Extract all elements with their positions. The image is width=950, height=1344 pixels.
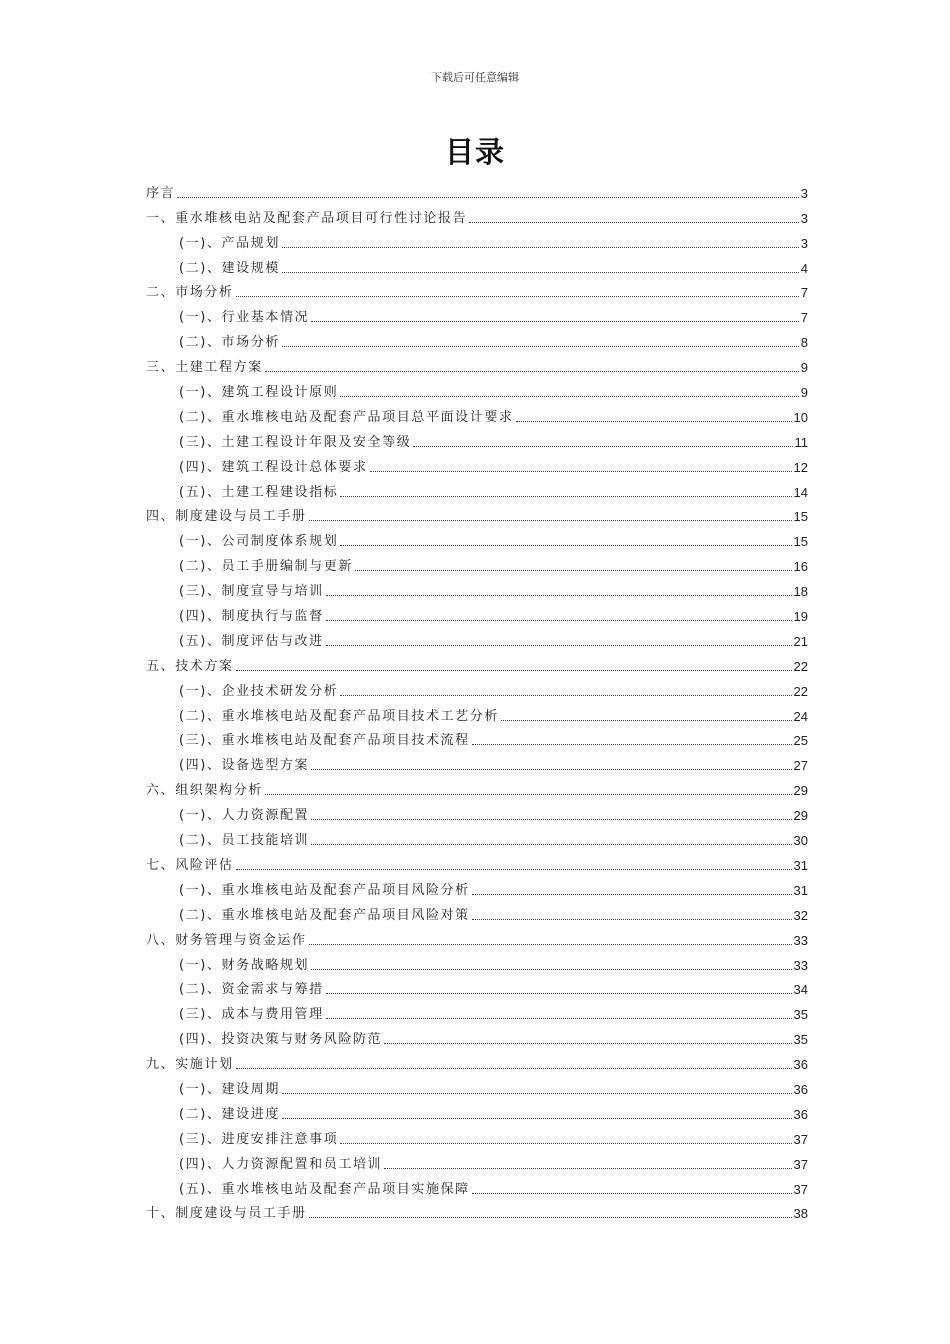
toc-page-number: 9: [800, 385, 808, 401]
toc-entry-text: 四、制度建设与员工手册: [146, 509, 307, 525]
toc-dot-leader: [282, 1118, 792, 1119]
toc-dot-leader: [384, 1168, 791, 1169]
toc-dot-leader: [370, 471, 792, 472]
toc-section-entry[interactable]: [146, 1173, 808, 1198]
toc-dot-leader: [282, 247, 799, 248]
toc-dot-leader: [282, 272, 799, 273]
toc-section-entry[interactable]: [146, 451, 808, 476]
toc-entry-text: (五)、制度评估与改进: [179, 633, 324, 649]
toc-page-number: 31: [793, 882, 808, 898]
toc-dot-leader: [177, 197, 799, 198]
toc-section-entry[interactable]: [146, 974, 808, 999]
toc-dot-leader: [326, 620, 792, 621]
toc-dot-leader: [311, 321, 799, 322]
toc-entry-text: (一)、财务战略规划: [179, 957, 310, 973]
toc-entry-text: 一、重水堆核电站及配套产品项目可行性讨论报告: [146, 210, 468, 226]
toc-page-number: 30: [793, 833, 808, 849]
toc-dot-leader: [236, 869, 792, 870]
toc-chapter-entry[interactable]: [146, 202, 808, 227]
toc-dot-leader: [309, 520, 792, 521]
toc-entry-text: (三)、制度宣导与培训: [179, 584, 324, 600]
toc-dot-leader: [326, 595, 792, 596]
toc-section-entry[interactable]: [146, 301, 808, 326]
toc-dot-leader: [309, 944, 792, 945]
toc-entry-text: (二)、资金需求与筹措: [179, 982, 324, 998]
toc-entry-text: 五、技术方案: [146, 658, 234, 674]
toc-entry-text: (四)、投资决策与财务风险防范: [179, 1032, 383, 1048]
toc-page-number: 15: [793, 509, 808, 525]
toc-entry-text: (一)、建筑工程设计原则: [179, 385, 339, 401]
toc-section-entry[interactable]: [146, 227, 808, 252]
toc-dot-leader: [472, 744, 792, 745]
toc-dot-leader: [311, 819, 791, 820]
toc-dot-leader: [472, 894, 792, 895]
toc-section-entry[interactable]: [146, 1123, 808, 1148]
toc-entry-text: (二)、员工手册编制与更新: [179, 559, 353, 575]
toc-entry-text: 二、市场分析: [146, 285, 234, 301]
toc-entry-text: (二)、建设进度: [179, 1106, 280, 1122]
toc-page-number: 37: [793, 1156, 808, 1172]
toc-entry-text: (一)、企业技术研发分析: [179, 683, 339, 699]
toc-page-number: 27: [793, 758, 808, 774]
toc-section-entry[interactable]: [146, 874, 808, 899]
toc-page-number: 3: [800, 235, 808, 251]
toc-entry-text: (三)、重水堆核电站及配套产品项目技术流程: [179, 733, 470, 749]
toc-page-number: 29: [793, 783, 808, 799]
toc-entry-text: 六、组织架构分析: [146, 783, 263, 799]
toc-dot-leader: [472, 919, 792, 920]
toc-page-number: 11: [794, 434, 808, 450]
toc-page-number: 37: [793, 1181, 808, 1197]
toc-section-entry[interactable]: [146, 625, 808, 650]
toc-section-entry[interactable]: [146, 476, 808, 501]
toc-chapter-entry[interactable]: [146, 177, 808, 202]
toc-entry-text: (五)、重水堆核电站及配套产品项目实施保障: [179, 1181, 470, 1197]
toc-section-entry[interactable]: [146, 600, 808, 625]
toc-page-number: 9: [800, 360, 808, 376]
toc-section-entry[interactable]: [146, 725, 808, 750]
toc-dot-leader: [311, 769, 791, 770]
toc-section-entry[interactable]: [146, 1098, 808, 1123]
toc-dot-leader: [472, 1193, 792, 1194]
toc-entry-text: (一)、建设周期: [179, 1081, 280, 1097]
toc-page-number: 4: [800, 260, 808, 276]
toc-page-number: 10: [793, 409, 808, 425]
toc-section-entry[interactable]: [146, 899, 808, 924]
toc-section-entry[interactable]: [146, 525, 808, 550]
toc-page-number: 21: [793, 633, 808, 649]
toc-page-number: 22: [793, 658, 808, 674]
toc-dot-leader: [309, 1217, 792, 1218]
toc-page-number: 25: [793, 733, 808, 749]
toc-entry-text: (二)、重水堆核电站及配套产品项目总平面设计要求: [179, 409, 514, 425]
toc-chapter-entry[interactable]: [146, 277, 808, 302]
toc-dot-leader: [282, 346, 799, 347]
page-title: 目录: [444, 135, 505, 169]
toc-entry-text: 八、财务管理与资金运作: [146, 932, 307, 948]
toc-section-entry[interactable]: [146, 949, 808, 974]
toc-section-entry[interactable]: [146, 426, 808, 451]
toc-page-number: 3: [800, 210, 808, 226]
toc-section-entry[interactable]: [146, 749, 808, 774]
toc-page-number: 7: [800, 310, 808, 326]
toc-page-number: 35: [793, 1007, 808, 1023]
toc-dot-leader: [282, 1093, 792, 1094]
toc-dot-leader: [326, 1018, 792, 1019]
toc-page-number: 14: [793, 484, 808, 500]
toc-page-number: 36: [793, 1057, 808, 1073]
toc-dot-leader: [469, 222, 799, 223]
toc-page-number: 3: [800, 185, 808, 201]
toc-entry-text: (四)、制度执行与监督: [179, 609, 324, 625]
toc-page-number: 34: [793, 982, 808, 998]
toc-section-entry[interactable]: [146, 326, 808, 351]
toc-page-number: 15: [793, 534, 808, 550]
toc-page-number: 12: [793, 459, 808, 475]
toc-dot-leader: [413, 446, 792, 447]
toc-chapter-entry[interactable]: [146, 774, 808, 799]
toc-entry-text: (一)、产品规划: [179, 235, 280, 251]
toc-page-number: 31: [793, 857, 808, 873]
toc-entry-text: 序言: [146, 185, 176, 201]
toc-chapter-entry[interactable]: [146, 351, 808, 376]
toc-dot-leader: [384, 1043, 791, 1044]
toc-entry-text: (三)、成本与费用管理: [179, 1007, 324, 1023]
toc-section-entry[interactable]: [146, 252, 808, 277]
toc-entry-text: (二)、员工技能培训: [179, 833, 310, 849]
toc-entry-text: (一)、公司制度体系规划: [179, 534, 339, 550]
toc-dot-leader: [516, 421, 792, 422]
toc-section-entry[interactable]: [146, 824, 808, 849]
toc-section-entry[interactable]: [146, 401, 808, 426]
toc-section-entry[interactable]: [146, 575, 808, 600]
toc-dot-leader: [236, 296, 799, 297]
toc-dot-leader: [326, 993, 792, 994]
toc-page-number: 29: [793, 808, 808, 824]
toc-entry-text: (二)、重水堆核电站及配套产品项目风险对策: [179, 907, 470, 923]
toc-page-number: 33: [793, 957, 808, 973]
toc-dot-leader: [340, 1143, 791, 1144]
toc-page-number: 8: [800, 335, 808, 351]
toc-entry-text: 七、风险评估: [146, 857, 234, 873]
toc-entry-text: (一)、人力资源配置: [179, 808, 310, 824]
toc-entry-text: (五)、土建工程建设指标: [179, 484, 339, 500]
toc-section-entry[interactable]: [146, 1073, 808, 1098]
toc-chapter-entry[interactable]: [146, 849, 808, 874]
toc-entry-text: (二)、建设规模: [179, 260, 280, 276]
toc-chapter-entry[interactable]: [146, 650, 808, 675]
toc-page-number: 18: [793, 584, 808, 600]
toc-dot-leader: [311, 969, 791, 970]
toc-entry-text: (二)、市场分析: [179, 335, 280, 351]
toc-page-number: 38: [793, 1206, 808, 1222]
toc-page-number: 19: [793, 609, 808, 625]
toc-entry-text: (三)、土建工程设计年限及安全等级: [179, 434, 412, 450]
toc-page-number: 32: [793, 907, 808, 923]
toc-chapter-entry[interactable]: [146, 1198, 808, 1223]
toc-section-entry[interactable]: [146, 1023, 808, 1048]
toc-entry-text: (二)、重水堆核电站及配套产品项目技术工艺分析: [179, 708, 499, 724]
toc-chapter-entry[interactable]: [146, 924, 808, 949]
toc-section-entry[interactable]: [146, 675, 808, 700]
toc-page-number: 36: [793, 1106, 808, 1122]
toc-chapter-entry[interactable]: [146, 1048, 808, 1073]
toc-section-entry[interactable]: [146, 700, 808, 725]
toc-dot-leader: [340, 396, 798, 397]
toc-page-number: 22: [793, 683, 808, 699]
toc-page-number: 24: [793, 708, 808, 724]
toc-page-number: 37: [793, 1131, 808, 1147]
toc-entry-text: 九、实施计划: [146, 1057, 234, 1073]
toc-page-number: 36: [793, 1081, 808, 1097]
toc-entry-text: (一)、行业基本情况: [179, 310, 310, 326]
toc-dot-leader: [311, 844, 791, 845]
toc-dot-leader: [501, 720, 792, 721]
toc-chapter-entry[interactable]: [146, 501, 808, 526]
toc-section-entry[interactable]: [146, 550, 808, 575]
toc-dot-leader: [236, 1068, 792, 1069]
toc-page-number: 7: [800, 285, 808, 301]
toc-page-number: 16: [793, 559, 808, 575]
toc-dot-leader: [340, 545, 791, 546]
toc-dot-leader: [265, 794, 792, 795]
toc-entry-text: (四)、设备选型方案: [179, 758, 310, 774]
toc-dot-leader: [236, 670, 792, 671]
toc-entry-text: (一)、重水堆核电站及配套产品项目风险分析: [179, 882, 470, 898]
toc-entry-text: 三、土建工程方案: [146, 360, 263, 376]
toc-section-entry[interactable]: [146, 1148, 808, 1173]
toc-dot-leader: [326, 645, 792, 646]
toc-section-entry[interactable]: [146, 998, 808, 1023]
toc-section-entry[interactable]: [146, 376, 808, 401]
toc-page-number: 33: [793, 932, 808, 948]
toc-dot-leader: [340, 695, 791, 696]
toc-entry-text: (四)、建筑工程设计总体要求: [179, 459, 368, 475]
toc-dot-leader: [265, 371, 799, 372]
toc-entry-text: 十、制度建设与员工手册: [146, 1206, 307, 1222]
table-of-contents: [146, 177, 808, 1222]
toc-dot-leader: [355, 570, 792, 571]
toc-entry-text: (四)、人力资源配置和员工培训: [179, 1156, 383, 1172]
toc-dot-leader: [340, 496, 791, 497]
toc-section-entry[interactable]: [146, 799, 808, 824]
header-note: 下载后可任意编辑: [431, 71, 519, 84]
toc-entry-text: (三)、进度安排注意事项: [179, 1131, 339, 1147]
toc-page-number: 35: [793, 1032, 808, 1048]
